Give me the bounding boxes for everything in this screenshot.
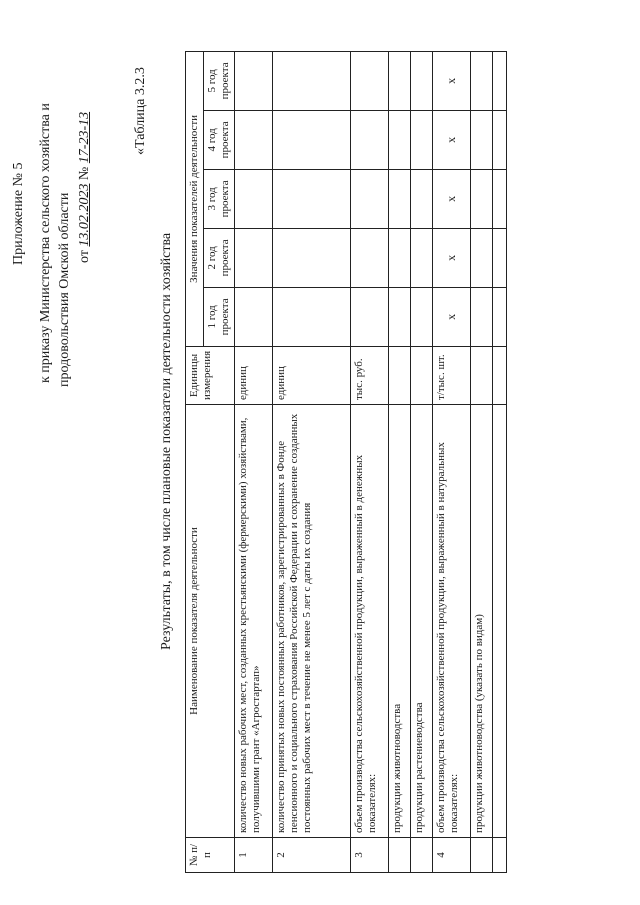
order-date-line [77, 112, 93, 263]
row-value [273, 169, 351, 228]
row-value: х [433, 110, 471, 169]
row-value [351, 169, 389, 228]
table-header-row [186, 51, 204, 872]
row-value [493, 110, 507, 169]
row-value [273, 110, 351, 169]
indicators-table [185, 51, 507, 873]
table-row [493, 51, 507, 872]
row-unit: единиц [273, 346, 351, 404]
row-value [235, 110, 273, 169]
row-value [389, 51, 411, 110]
row-no: 2 [273, 838, 351, 873]
row-value [493, 51, 507, 110]
row-value [351, 287, 389, 346]
order-number: 17-23-13 [77, 111, 92, 164]
row-value: х [433, 287, 471, 346]
row-no [389, 838, 411, 873]
document-title: Результаты, в том числе плановые показатели деятельности хозяйства [159, 232, 174, 650]
row-value: х [433, 51, 471, 110]
row-name [493, 405, 507, 838]
rotated-page [5, 15, 625, 875]
row-value [235, 228, 273, 287]
row-value [273, 51, 351, 110]
row-value [351, 228, 389, 287]
row-value [411, 228, 433, 287]
row-value [493, 228, 507, 287]
row-value: х [433, 228, 471, 287]
row-no: 1 [235, 838, 273, 873]
header-unit: Единицы измерения [186, 346, 235, 404]
row-value [471, 169, 493, 228]
row-name: объем производства сельскохозяйственной продукции, выраженный в натуральных показателях: [433, 405, 471, 838]
row-value [471, 110, 493, 169]
table-row [389, 51, 411, 872]
header-no: № п/п [186, 838, 235, 873]
row-name: количество принятых новых постоянных работников, зарегистрированных в Фонде пенсионного и социального страхования Российской Федерации и сохранение созданных постоянных рабочих мест в течение не менее 5 лет с даты их создания [273, 405, 351, 838]
row-no [411, 838, 433, 873]
row-value [273, 287, 351, 346]
order-number-prefix: № [77, 163, 92, 184]
row-value [471, 51, 493, 110]
row-unit [493, 346, 507, 404]
header-year-3: 3 год проекта [204, 169, 235, 228]
header-year-5: 5 год проекта [204, 51, 235, 110]
row-name: количество новых рабочих мест, созданных крестьянскими (фермерскими) хозяйствами, получившими грант «Агростартап» [235, 405, 273, 838]
header-year-2: 2 год проекта [204, 228, 235, 287]
row-unit [389, 346, 411, 404]
row-value [389, 169, 411, 228]
row-value [493, 287, 507, 346]
header-values-group: Значения показателей деятельности [186, 51, 204, 346]
row-value [471, 228, 493, 287]
row-value [493, 169, 507, 228]
row-name: продукции растениеводства [411, 405, 433, 838]
row-value [273, 228, 351, 287]
row-value [471, 287, 493, 346]
table-row [351, 51, 389, 872]
row-value [389, 287, 411, 346]
row-value [389, 228, 411, 287]
row-name: объем производства сельскохозяйственной продукции, выраженный в денежных показателях: [351, 405, 389, 838]
row-value: х [433, 169, 471, 228]
order-line-1: к приказу Министерства сельского хозяйства и [38, 103, 53, 383]
row-value [411, 110, 433, 169]
row-unit [471, 346, 493, 404]
row-name: продукции животноводства [389, 405, 411, 838]
row-no [493, 838, 507, 873]
row-unit [411, 346, 433, 404]
row-value [235, 169, 273, 228]
row-value [389, 110, 411, 169]
row-value [351, 51, 389, 110]
row-value [411, 169, 433, 228]
table-row [471, 51, 493, 872]
order-date-prefix: от [77, 246, 92, 263]
row-no: 3 [351, 838, 389, 873]
table-row [235, 51, 273, 872]
table-row [273, 51, 351, 872]
row-no [471, 838, 493, 873]
order-line-2: продовольствия Омской области [57, 192, 72, 387]
row-value [411, 51, 433, 110]
order-date: 13.02.2023 [77, 183, 92, 247]
appendix-number: Приложение № 5 [11, 162, 26, 265]
header-year-4: 4 год проекта [204, 110, 235, 169]
table-row [433, 51, 471, 872]
table-row [411, 51, 433, 872]
header-year-1: 1 год проекта [204, 287, 235, 346]
row-value [411, 287, 433, 346]
row-unit: т/тыс. шт. [433, 346, 471, 404]
row-unit: единиц [235, 346, 273, 404]
table-number: «Таблица 3.2.3 [133, 67, 148, 155]
row-name: продукции животноводства (указать по видам) [471, 405, 493, 838]
header-name: Наименование показателя деятельности [186, 405, 235, 838]
row-unit: тыс. руб. [351, 346, 389, 404]
row-value [351, 110, 389, 169]
row-value [235, 51, 273, 110]
row-value [235, 287, 273, 346]
row-no: 4 [433, 838, 471, 873]
